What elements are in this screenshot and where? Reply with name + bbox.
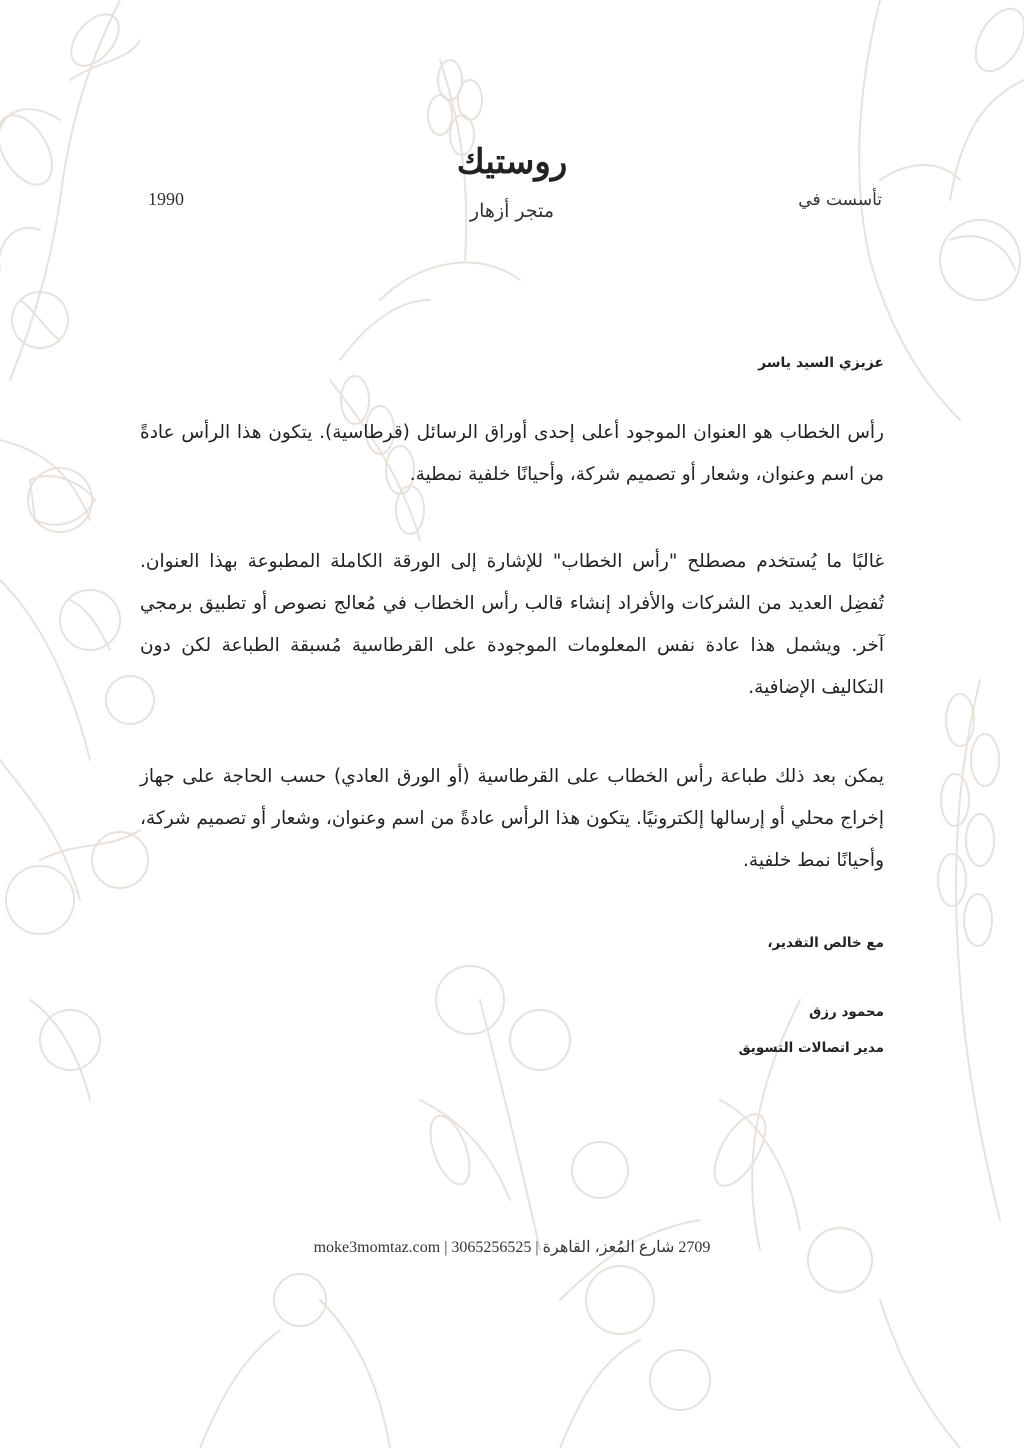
brand-tagline: متجر أزهار xyxy=(469,200,555,222)
sender-title: مدير اتصالات التسويق xyxy=(738,1040,884,1056)
founded-year: 1990 xyxy=(148,189,184,209)
footer-address: 2709 شارع المُعز، القاهرة xyxy=(542,1239,711,1256)
letter-paragraph-1: رأس الخطاب هو العنوان الموجود أعلى إحدى أوراق الرسائل (قرطاسية). يتكون هذا الرأس عادةً من اسم وعنوان، وشعار أو تصميم شركة، وأحيانًا خلفية نمطية. xyxy=(140,422,884,485)
footer-website[interactable]: moke3momtaz.com xyxy=(313,1239,441,1256)
sender-name: محمود رزق xyxy=(809,1004,884,1020)
founded-label: تأسست في xyxy=(798,190,882,210)
letter-salutation: عزيزي السيد ياسر xyxy=(758,355,884,371)
letter-closing: مع خالص التقدير، xyxy=(767,935,884,951)
letter-paragraph-3: يمكن بعد ذلك طباعة رأس الخطاب على القرطاسية (أو الورق العادي) حسب الحاجة على جهاز إخراج محلي أو إرسالها إلكترونيًا. يتكون هذا الرأس عادةً من اسم وعنوان، وشعار أو تصميم شركة، وأحيانًا نمط خلفية. xyxy=(140,766,884,871)
footer-separator: | xyxy=(535,1239,539,1256)
brand-name: روستيك xyxy=(456,142,568,182)
footer-contact-line xyxy=(0,1237,1024,1257)
letter-paragraph-2: غالبًا ما يُستخدم مصطلح "رأس الخطاب" للإشارة إلى الورقة الكاملة المطبوعة بهذا العنوان. تُفضِل العديد من الشركات والأفراد إنشاء قالب رأس الخطاب في مُعالج نصوص أو تطبيق برمجي آخر. ويشمل هذا عادة نفس المعلومات الموجودة على القرطاسية مُسبقة الطباعة لكن دون التكاليف الإضافية. xyxy=(140,551,884,698)
footer-separator: | xyxy=(444,1239,448,1256)
footer-phone[interactable]: 3065256525 xyxy=(451,1239,532,1256)
